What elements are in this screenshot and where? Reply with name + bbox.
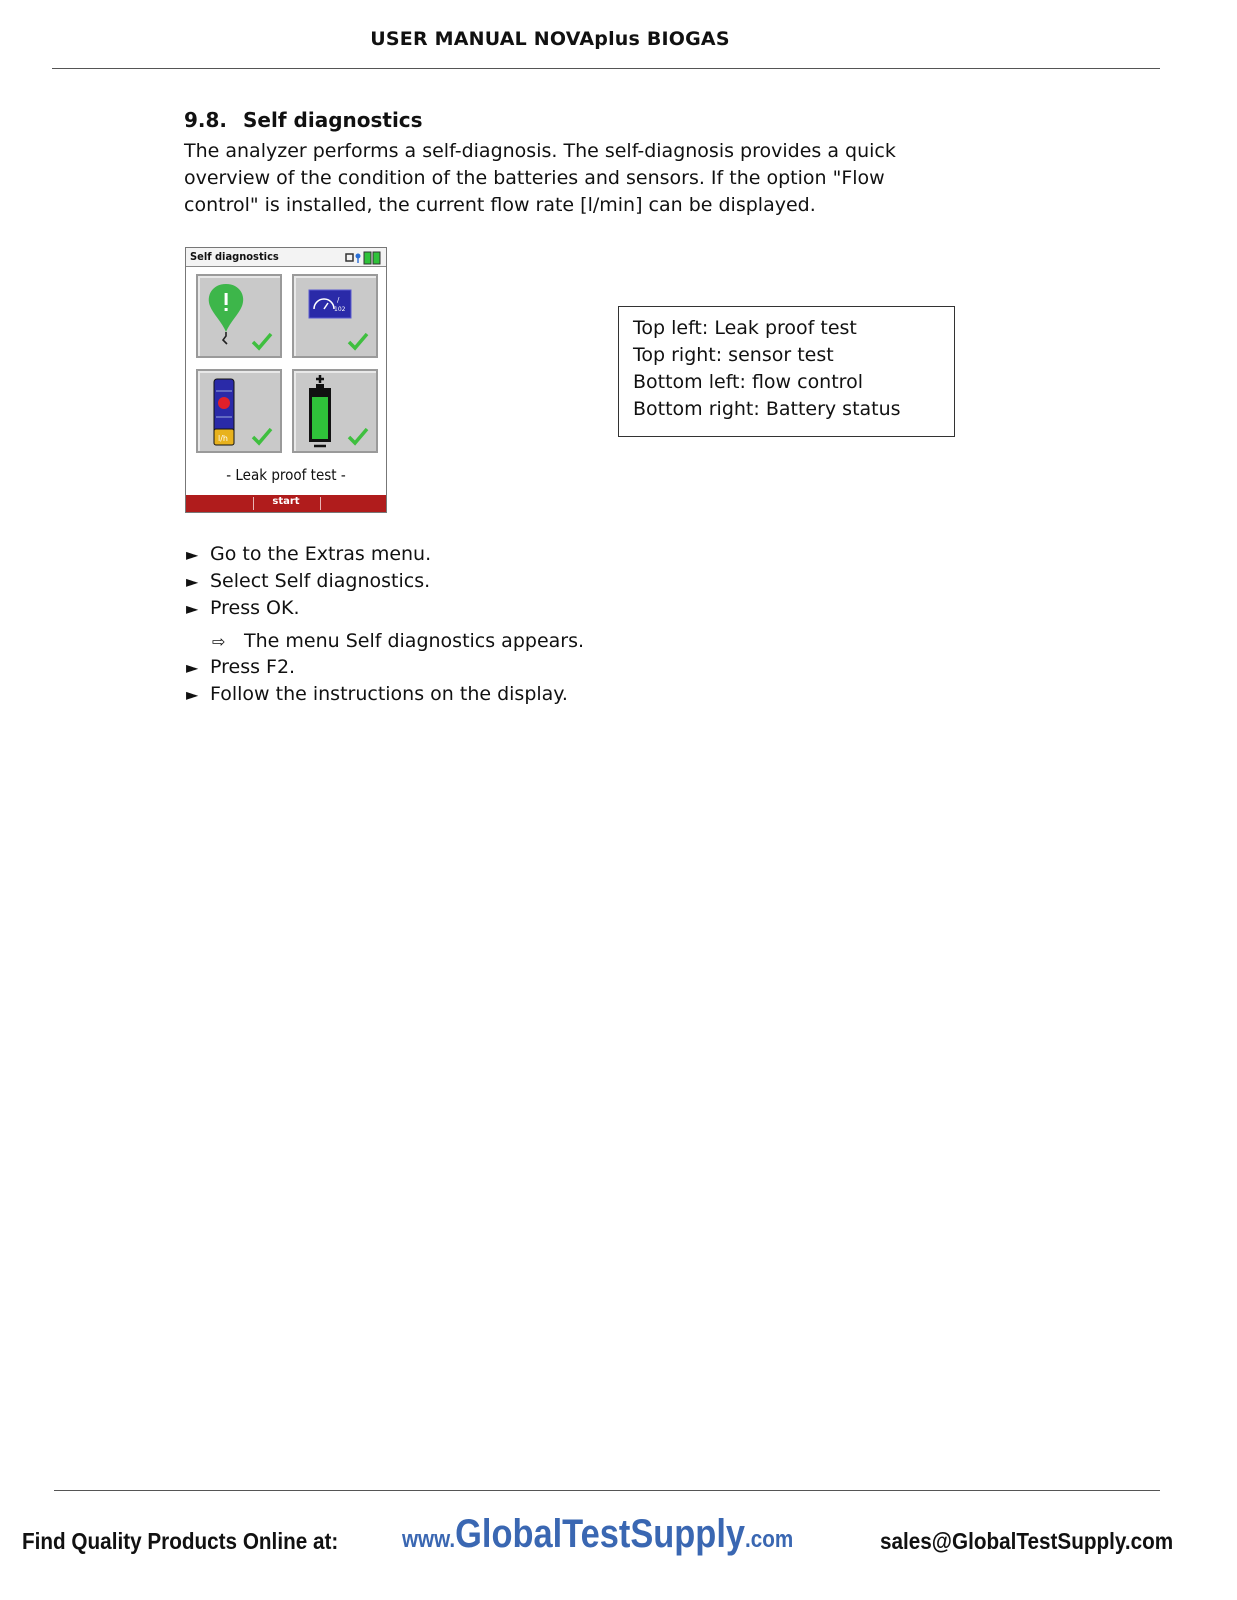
step-result: [186, 622, 584, 654]
tile-sensor-test[interactable]: [292, 274, 378, 358]
step-text: The menu Self diagnostics appears.: [244, 630, 585, 652]
device-softkey-bar: [186, 495, 386, 512]
footer-tagline: Find Quality Products Online at:: [22, 1528, 339, 1554]
step-arrow-icon: ►: [186, 685, 199, 704]
legend-line: Bottom left: flow control: [633, 371, 863, 393]
legend-line: Top right: sensor test: [633, 344, 834, 366]
site-suffix: .com: [745, 1526, 794, 1553]
step-item: [186, 654, 584, 681]
footer-divider: [54, 1490, 1160, 1491]
step-arrow-icon: ►: [186, 572, 199, 591]
step-arrow-icon: ►: [186, 545, 199, 564]
step-arrow-icon: ►: [186, 658, 199, 677]
step-item: [186, 568, 584, 595]
tile-leak-proof-test[interactable]: [196, 274, 282, 358]
battery-status-icon: [294, 371, 376, 451]
footer-email-link[interactable]: sales@GlobalTestSupply.com: [880, 1528, 1174, 1554]
step-text: Press F2.: [210, 656, 296, 678]
check-icon: [253, 334, 271, 348]
site-prefix: www.: [402, 1526, 456, 1553]
step-text: Go to the Extras menu.: [210, 543, 432, 565]
device-screen-title: Self diagnostics: [190, 250, 279, 263]
tile-flow-control[interactable]: [196, 369, 282, 453]
check-icon: [253, 429, 271, 443]
section-title: Self diagnostics: [243, 108, 423, 132]
leak-proof-test-icon: [198, 276, 280, 356]
check-icon: [349, 334, 367, 348]
instruction-steps: [186, 541, 584, 708]
start-softkey[interactable]: start: [272, 496, 300, 507]
pump-status-icon: [346, 254, 353, 261]
step-text: Follow the instructions on the display.: [210, 683, 568, 705]
section-intro-paragraph: The analyzer performs a self-diagnosis. The self-diagnosis provides a quick overview of the condition of the batteries and sensors. If the option "Flow control" is installed, the current flow rate [l/min] can be displayed.: [184, 140, 896, 216]
section-number: 9.8.: [184, 108, 228, 132]
step-text: Select Self diagnostics.: [210, 570, 431, 592]
step-item: [186, 541, 584, 568]
svg-text:l/h: l/h: [218, 434, 228, 443]
header-divider: [52, 68, 1160, 69]
step-text: Press OK.: [210, 597, 300, 619]
legend-line: Bottom right: Battery status: [633, 398, 901, 420]
tile-battery-status[interactable]: [292, 369, 378, 453]
svg-text:/: /: [337, 296, 340, 304]
check-icon: [349, 429, 367, 443]
step-arrow-icon: ►: [186, 599, 199, 618]
device-status-icons: [345, 250, 383, 269]
device-screen-image: [185, 247, 387, 513]
step-item: [186, 595, 584, 622]
footer-website-link[interactable]: [402, 1512, 793, 1557]
device-screen-caption: - Leak proof test -: [226, 466, 346, 484]
site-name: GlobalTestSupply: [455, 1512, 746, 1556]
result-arrow-icon: ⇨: [212, 632, 226, 651]
bluetooth-status-icon: [356, 254, 361, 259]
svg-text:102: 102: [334, 306, 346, 313]
tile-legend-box: [618, 306, 955, 437]
document-header-title: USER MANUAL NOVAplus BIOGAS: [370, 28, 730, 50]
battery-status-small-icon: [364, 252, 371, 264]
device-title-bar: [186, 248, 386, 267]
flow-control-icon: [198, 371, 280, 451]
sensor-test-icon: [294, 276, 376, 356]
legend-line: Top left: Leak proof test: [633, 317, 857, 339]
section-heading: [184, 108, 423, 132]
step-item: [186, 681, 584, 708]
